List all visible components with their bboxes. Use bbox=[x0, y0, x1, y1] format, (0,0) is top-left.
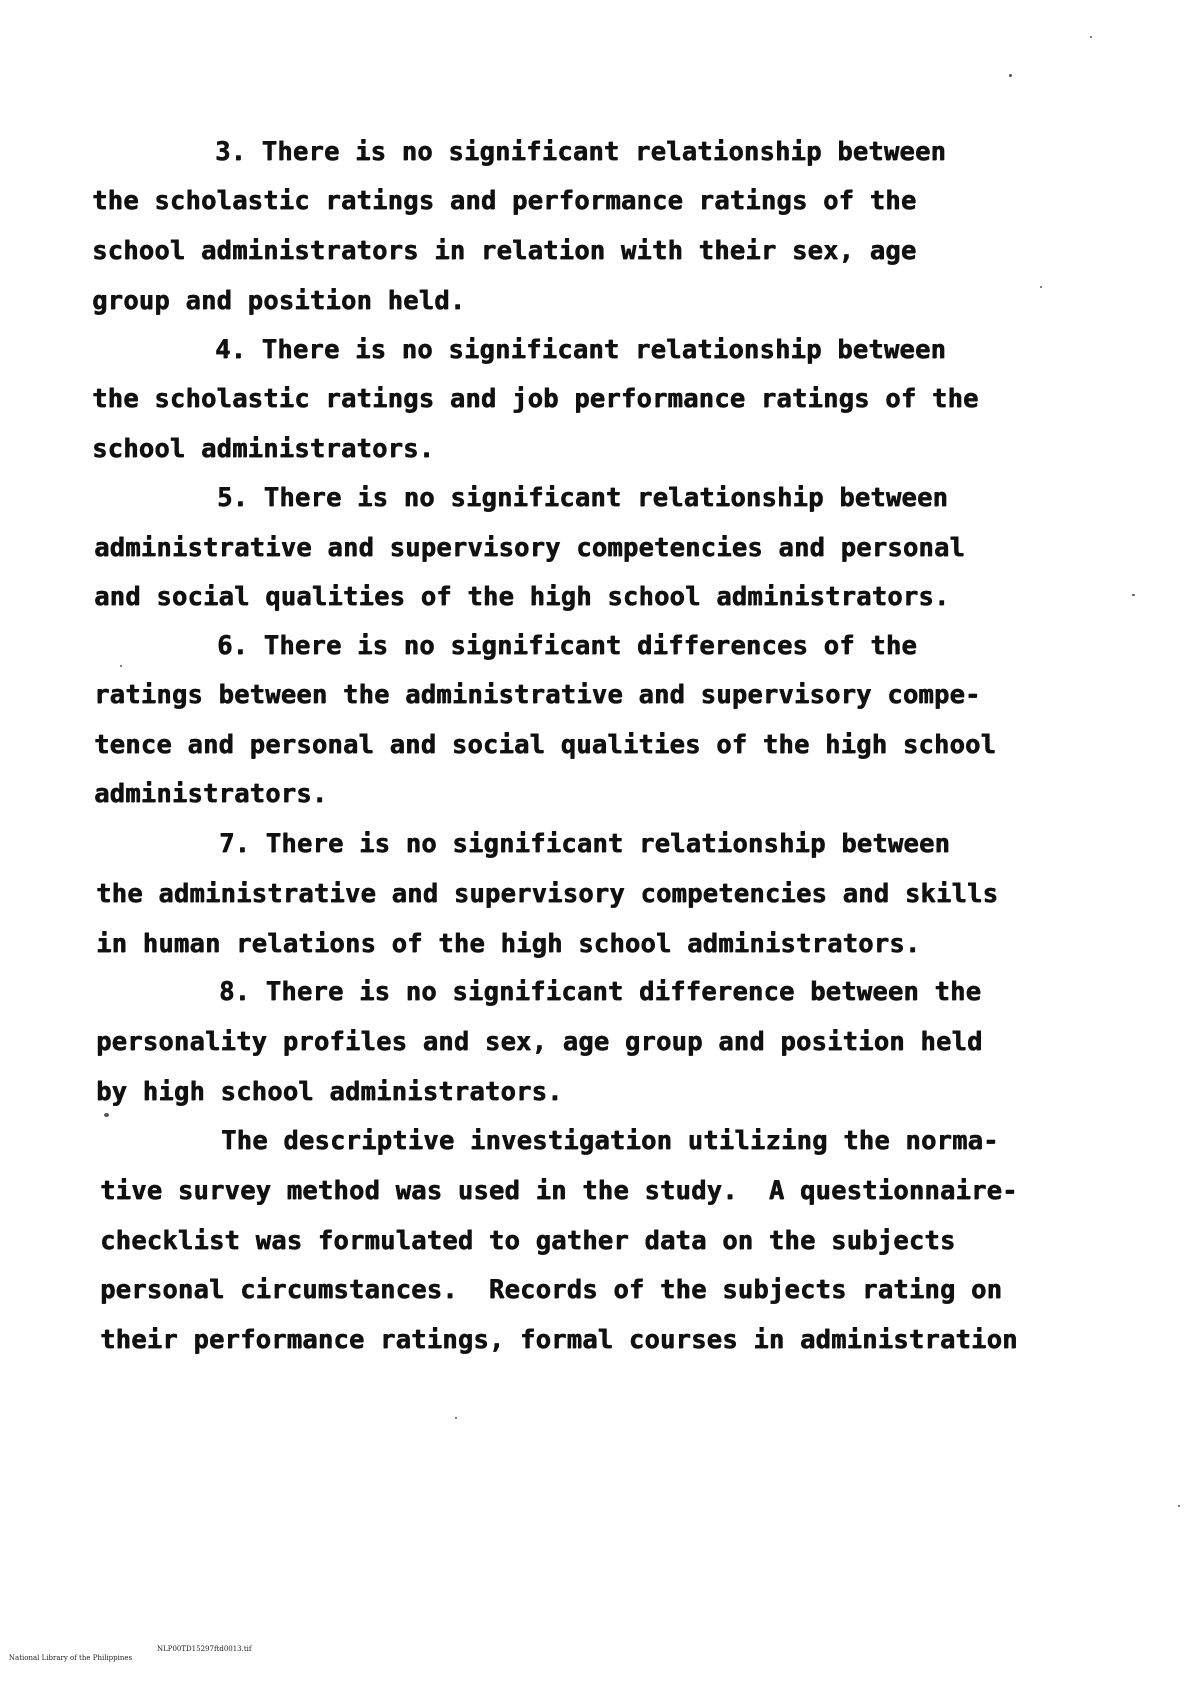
scan-footer bbox=[0, 1645, 252, 1681]
scan-speck bbox=[120, 665, 122, 667]
scan-speck bbox=[1178, 1505, 1180, 1507]
scan-speck bbox=[1090, 36, 1092, 38]
scan-speck bbox=[104, 1113, 109, 1117]
paragraph-3-line-2: the scholastic ratings and performance ratings of the bbox=[92, 186, 917, 216]
paragraph-6-line-3: tence and personal and social qualities of the high school bbox=[94, 730, 997, 760]
paragraph-8-line-2: personality profiles and sex, age group and position held bbox=[96, 1027, 983, 1057]
scan-speck bbox=[1132, 594, 1135, 596]
method-paragraph-line-1: The descriptive investigation utilizing the norma- bbox=[221, 1126, 999, 1156]
paragraph-5-line-1: 5. There is no significant relationship between bbox=[217, 483, 948, 513]
paragraph-4-line-1: 4. There is no significant relationship between bbox=[215, 335, 946, 365]
scan-speck bbox=[1009, 74, 1012, 77]
paragraph-6-line-4: administrators. bbox=[94, 779, 328, 809]
paragraph-5-line-3: and social qualities of the high school administrators. bbox=[94, 582, 950, 612]
paragraph-4-line-2: the scholastic ratings and job performance ratings of the bbox=[92, 384, 979, 414]
scan-speck bbox=[1040, 286, 1042, 288]
paragraph-7-line-2: the administrative and supervisory competencies and skills bbox=[96, 879, 999, 909]
scan-speck bbox=[455, 1417, 457, 1419]
footer-file-name: NLP00TD15297ftd0013.tif bbox=[157, 1645, 252, 1653]
footer-library-name: National Library of the Philippines bbox=[8, 1654, 133, 1662]
paragraph-3-line-3: school administrators in relation with their sex, age bbox=[92, 236, 917, 266]
paragraph-6-line-1: 6. There is no significant differences of the bbox=[217, 631, 917, 661]
method-paragraph-line-5: their performance ratings, formal courses in administration bbox=[100, 1325, 1018, 1355]
paragraph-7-line-3: in human relations of the high school administrators. bbox=[96, 929, 921, 959]
paragraph-6-line-2: ratings between the administrative and supervisory compe- bbox=[94, 680, 981, 710]
method-paragraph-line-2: tive survey method was used in the study. A questionnaire- bbox=[100, 1176, 1018, 1206]
paragraph-4-line-3: school administrators. bbox=[92, 434, 435, 464]
method-paragraph-line-4: personal circumstances. Records of the subjects rating on bbox=[100, 1275, 1003, 1305]
paragraph-8-line-1: 8. There is no significant difference between the bbox=[219, 977, 982, 1007]
paragraph-7-line-1: 7. There is no significant relationship between bbox=[219, 829, 950, 859]
paragraph-3-line-4: group and position held. bbox=[92, 286, 466, 316]
paragraph-8-line-3: by high school administrators. bbox=[96, 1077, 563, 1107]
paragraph-5-line-2: administrative and supervisory competencies and personal bbox=[94, 533, 965, 563]
paragraph-3-line-1: 3. There is no significant relationship between bbox=[215, 137, 946, 167]
method-paragraph-line-3: checklist was formulated to gather data on the subjects bbox=[100, 1226, 956, 1256]
